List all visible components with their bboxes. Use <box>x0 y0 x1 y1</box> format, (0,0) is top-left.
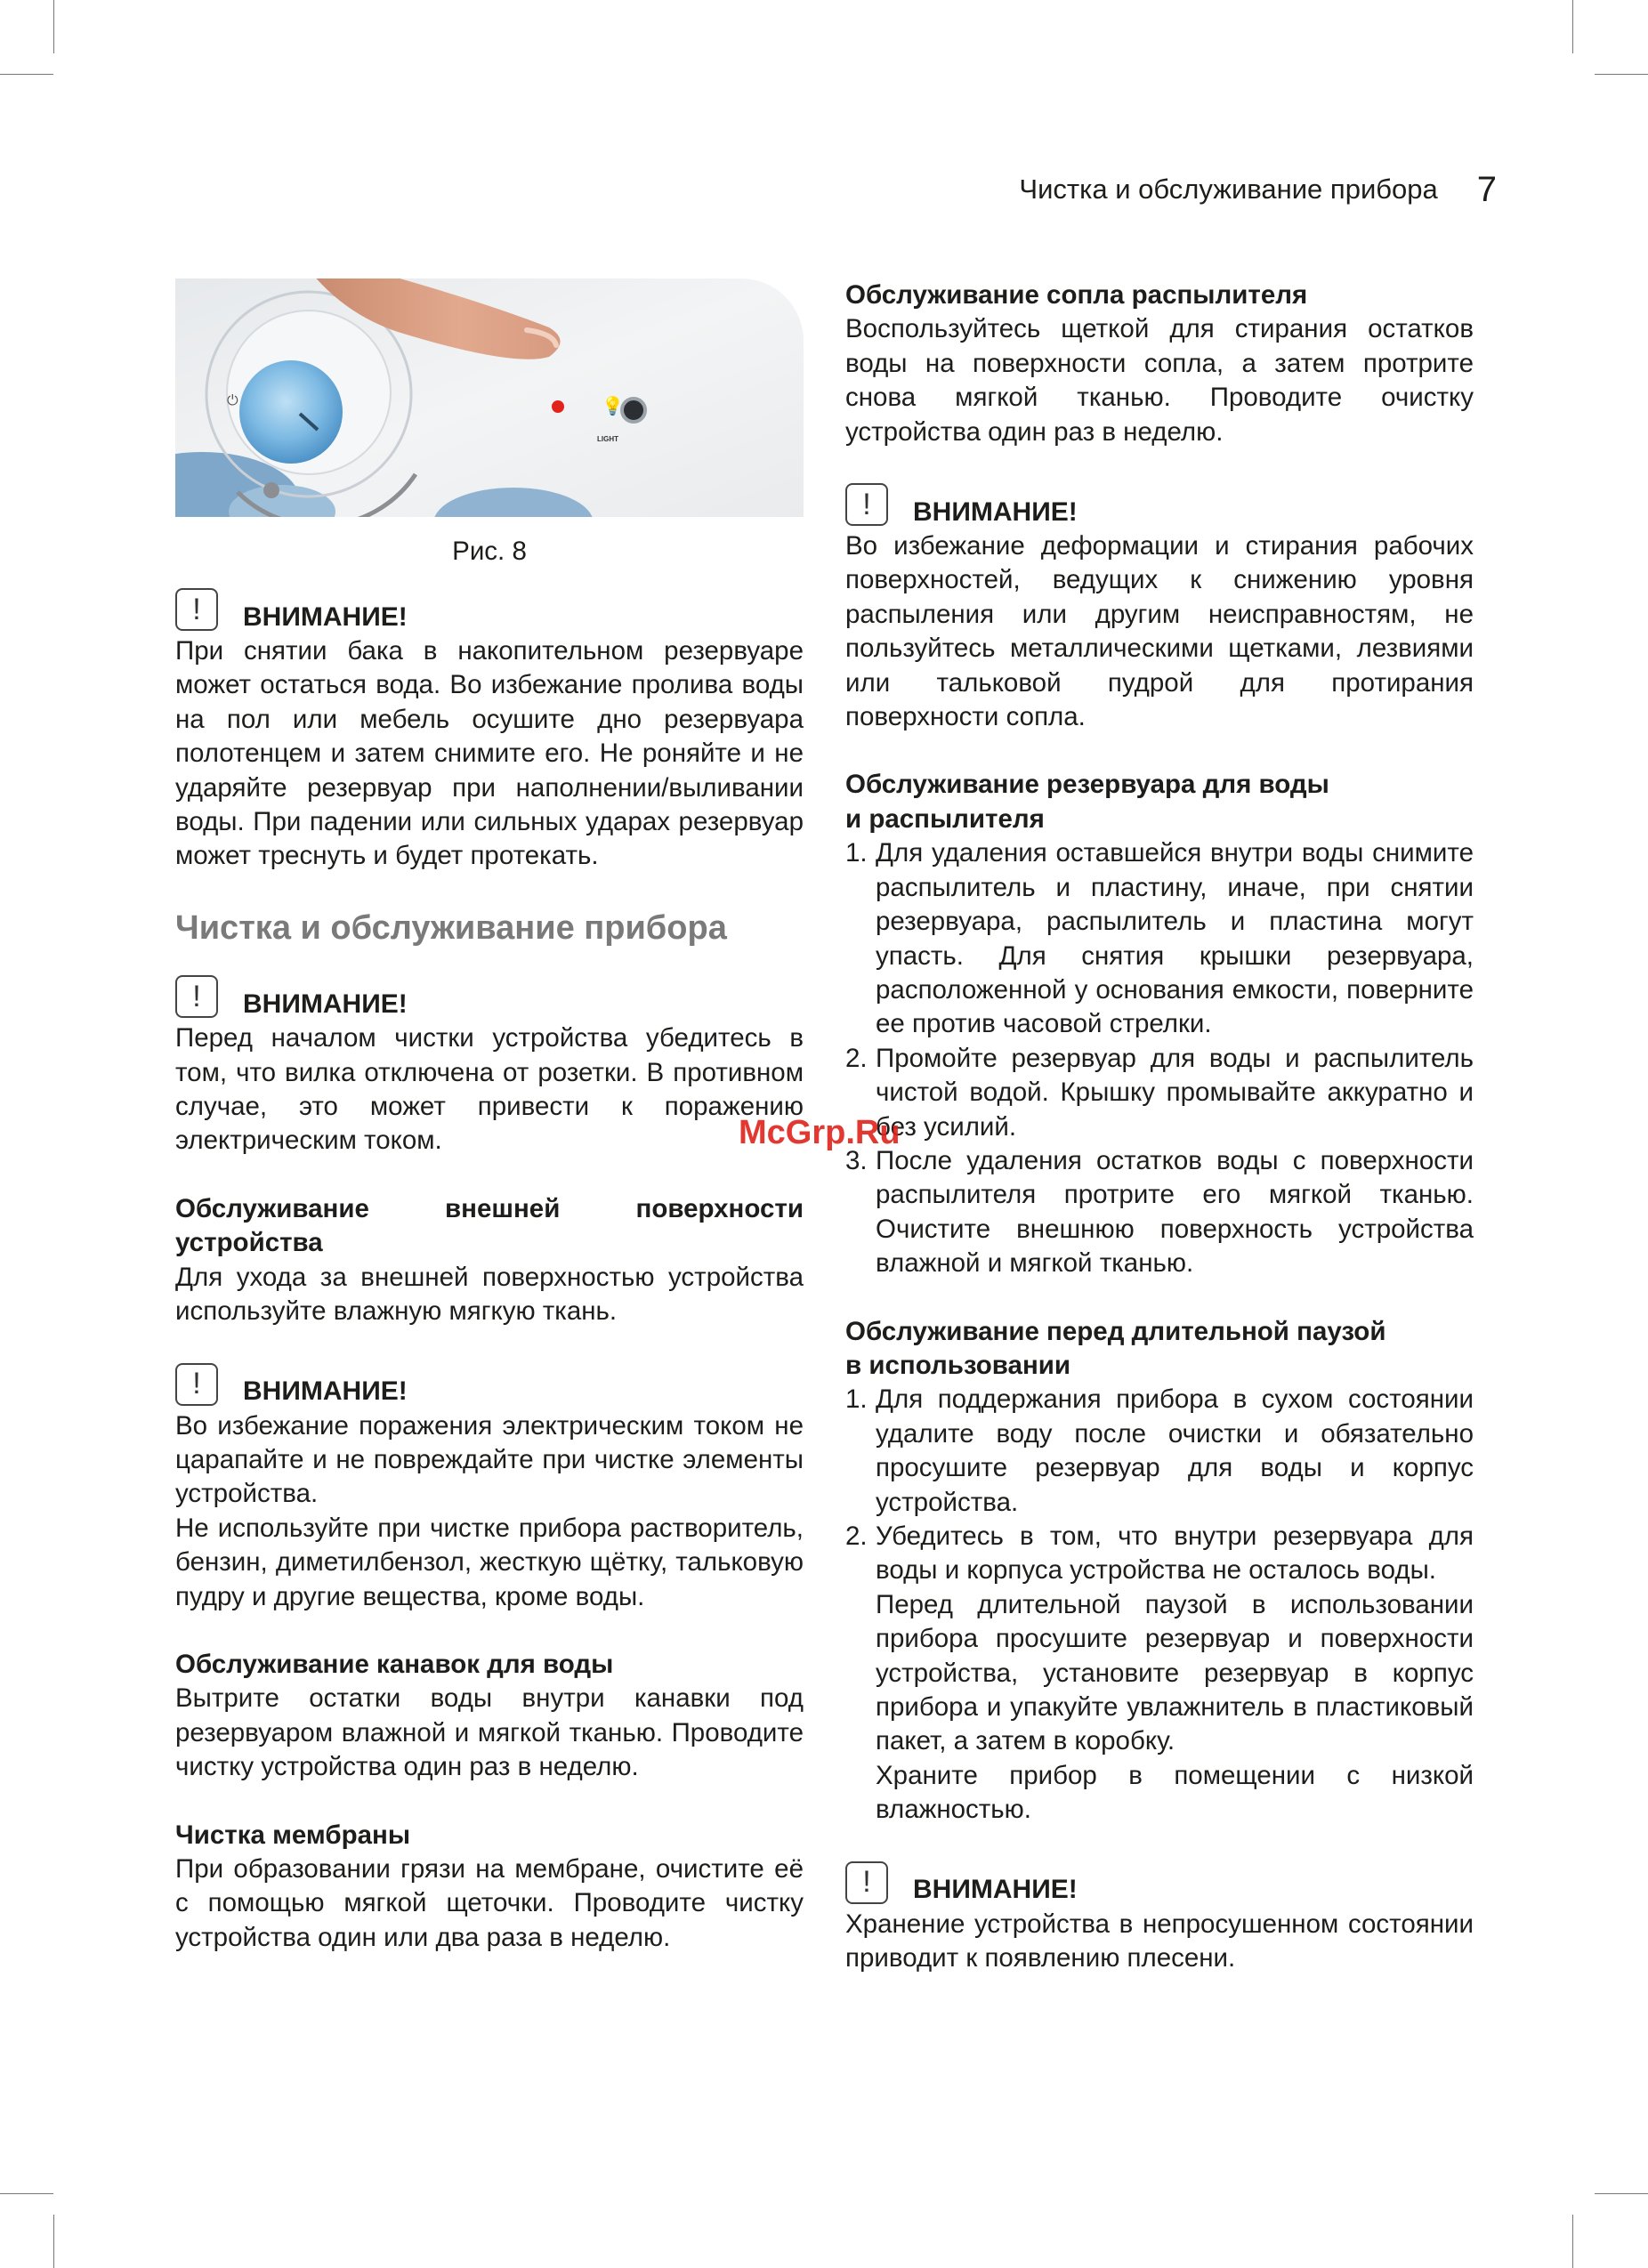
subheading: Обслуживание внешней поверхности <box>175 1193 804 1223</box>
subheading: Обслуживание перед длительной паузой <box>845 1316 1386 1346</box>
crop-mark <box>1572 2215 1573 2268</box>
subheading: устройства <box>175 1228 323 1258</box>
light-label: LIGHT <box>597 435 618 443</box>
warning-text: Хранение устройства в непросушенном состоянии приводит к появлению плесени. <box>845 1909 1474 1973</box>
paragraph: Храните прибор в помещении с низкой влажностью. <box>876 1760 1474 1825</box>
paragraph: Для ухода за внешней поверхностью устройства используйте влажную мягкую ткань. <box>175 1262 804 1327</box>
humidifier-photo <box>175 278 804 517</box>
warning-text: Не используйте при чистке прибора растворитель, бензин, диметилбензол, жесткую щётку, тальковую пудру и другие вещества, кроме воды. <box>175 1513 804 1611</box>
list-item: 1. Для поддержания прибора в сухом состоянии удалите воду после очистки и обязательно просушите резервуар для воды и корпус устройства. <box>845 1384 1474 1517</box>
subheading: Обслуживание сопла распылителя <box>845 280 1308 310</box>
figure-humidifier-panel <box>175 278 804 517</box>
exclamation-icon: ! <box>175 1363 218 1406</box>
warning-text: Перед началом чистки устройства убедитесь в том, что вилка отключена от розетки. В противном случае, это может привести к поражению электрическим током. <box>175 1023 804 1156</box>
paragraph: Вытрите остатки воды внутри канавки под резервуаром влажной и мягкой тканью. Проводите чистку устройства один раз в неделю. <box>175 1683 804 1782</box>
exclamation-icon: ! <box>845 1861 888 1904</box>
crop-mark <box>1595 74 1648 75</box>
svg-text:💡: 💡 <box>602 395 624 416</box>
paragraph: Воспользуйтесь щеткой для стирания остатков воды на поверхности сопла, а затем протрите снова мягкой тканью. Проводите очистку устройства один раз в неделю. <box>845 314 1474 447</box>
warning-label: ВНИМАНИЕ! <box>243 1376 408 1407</box>
warning-heading <box>845 1863 1474 1908</box>
subheading: Обслуживание канавок для воды <box>175 1649 614 1679</box>
warning-label: ВНИМАНИЕ! <box>243 989 408 1019</box>
list-item: 1. Для удаления оставшейся внутри воды снимите распылитель и пластину, иначе, при снятии резервуара, распылитель и пластина могут упасть. Для снятия крышки резервуара, расположенной у основания емкости, поверните ее против часовой стрелки. <box>845 838 1474 1039</box>
subheading: Обслуживание резервуара для воды <box>845 770 1329 800</box>
warning-heading <box>845 485 1474 529</box>
crop-mark <box>1595 2193 1648 2194</box>
warning-heading <box>175 1365 804 1409</box>
paragraph: Перед длительной паузой в использовании прибора просушите резервуар и поверхности устройства, установите резервуар в корпус прибора и упакуйте увлажнитель в пластиковый пакет, а затем в коробку. <box>876 1589 1474 1756</box>
warning-label: ВНИМАНИЕ! <box>913 496 1078 527</box>
figure-caption: Рис. 8 <box>452 537 527 566</box>
subheading: Чистка мембраны <box>175 1820 411 1850</box>
exclamation-icon: ! <box>845 483 888 526</box>
warning-label: ВНИМАНИЕ! <box>913 1875 1078 1905</box>
warning-heading <box>175 977 804 1021</box>
exclamation-icon: ! <box>175 975 218 1018</box>
subheading: и распылителя <box>845 803 1045 834</box>
list-item: 2. Промойте резервуар для воды и распылитель чистой водой. Крышку промывайте аккуратно и без усилий. <box>845 1043 1474 1142</box>
warning-heading <box>175 590 804 634</box>
pause-steps-list <box>845 1383 1474 1587</box>
warning-text: Во избежание поражения электрическим током не царапайте и не повреждайте при чистке элементы устройства. <box>175 1410 804 1509</box>
crop-mark <box>53 0 54 53</box>
left-column <box>175 278 804 1955</box>
tank-steps-list <box>845 836 1474 1280</box>
crop-mark <box>0 2193 53 2194</box>
warning-text: Во избежание деформации и стирания рабочих поверхностей, ведущих к снижению уровня распыления или другим неисправностям, не пользуйтесь металлическими щетками, лезвиями или тальковой пудрой для протирания поверхности сопла. <box>845 531 1474 732</box>
warning-text: При снятии бака в накопительном резервуаре может остаться вода. Во избежание пролива воды на пол или мебель осушите дно резервуара полотенцем и затем снимите его. Не роняйте и не ударяйте резервуар при наполнении/выливании воды. При падении или сильных ударах резервуар может треснуть и будет протекать. <box>175 636 804 871</box>
page-number: 7 <box>1476 170 1497 209</box>
header-title: Чистка и обслуживание прибора <box>1019 174 1438 205</box>
subheading: в использовании <box>845 1350 1071 1380</box>
list-item: 2. Убедитесь в том, что внутри резервуара для воды и корпуса устройства не осталось воды. <box>845 1521 1474 1586</box>
warning-label: ВНИМАНИЕ! <box>243 601 408 632</box>
crop-mark <box>53 2215 54 2268</box>
watermark: McGrp.Ru <box>739 1114 901 1151</box>
list-item: 3. После удаления остатков воды с поверхности распылителя протрите его мягкой тканью. Очистите внешнюю поверхность устройства влажной и мягкой тканью. <box>845 1145 1474 1279</box>
crop-mark <box>1572 0 1573 53</box>
crop-mark <box>0 74 53 75</box>
running-header <box>1019 167 1497 207</box>
exclamation-icon: ! <box>175 588 218 631</box>
right-column <box>845 278 1474 1975</box>
section-title: Чистка и обслуживание прибора <box>175 908 727 947</box>
svg-text:⏻: ⏻ <box>227 391 238 408</box>
paragraph: При образовании грязи на мембране, очистите её с помощью мягкой щеточки. Проводите чистку устройства один или два раза в неделю. <box>175 1853 804 1952</box>
